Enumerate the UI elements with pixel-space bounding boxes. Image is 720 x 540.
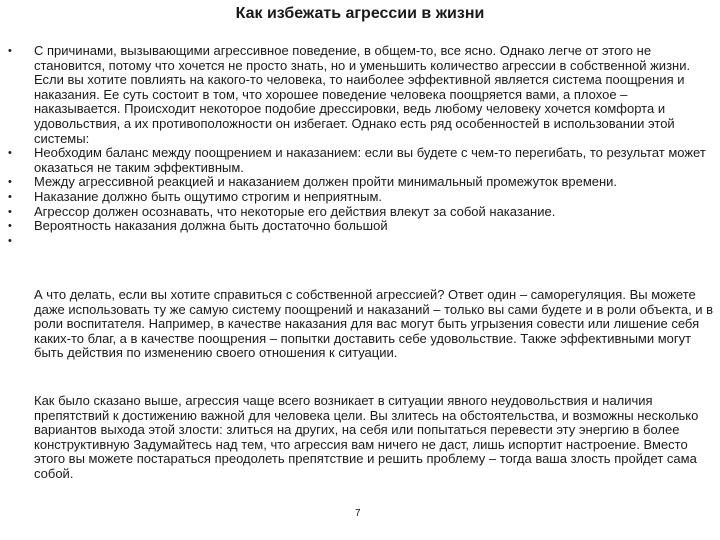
bullet-item: • С причинами, вызывающими агрессивное поведение, в общем-то, все ясно. Однако легче от этого не становится, потому что хочется не просто знать, но и уменьшить количество агрессии в собственной жизни. Если вы хотите повлиять на какого-то человека, то наиболее эффективной является система поощрения и наказания. Ее суть состоит в том, что хорошее поведение человека поощряется вами, а плохое – наказывается. Происходит некоторое подобие дрессировки, ведь любому человеку хочется комфорта и удовольствия, а их противоположности он избегает. Однако есть ряд особенностей в использовании этой системы: [8,44,714,146]
paragraph-self-regulation: А что делать, если вы хотите справиться с собственной агрессией? Ответ один – саморегуляция. Вы можете даже использовать ту же самую систему поощрений и наказаний – только вы сами будете и в роли объекта, и в роли воспитателя. Например, в качестве наказания для вас могут быть угрызения совести или лишение себя каких-то благ, а в качестве поощрения – попытки доставить себе удовольствие. Также эффективными могут быть действия по изменению своего отношения к ситуации. [34,287,714,361]
bullet-item: • Между агрессивной реакцией и наказанием должен пройти минимальный промежуток времени. [8,175,714,190]
bullet-item-empty [8,234,714,249]
bullet-item: • Агрессор должен осознавать, что некоторые его действия влекут за собой наказание. [8,205,714,220]
bullet-item: • Наказание должно быть ощутимо строгим и неприятным. [8,190,714,205]
paragraph-obstacles: Как было сказано выше, агрессия чаще всего возникает в ситуации явного неудовольствия и наличия препятствий к достижению важной для человека цели. Вы злитесь на обстоятельства, и возможны несколько вариантов выхода этой злости: злиться на других, на себя или попытаться перевести эту энергию в более конструктивную Задумайтесь над тем, что агрессия вам ничего не даст, лишь испортит настроение. Вместо этого вы можете постараться преодолеть препятствие и решить проблему – тогда ваша злость пройдет сама собой. [34,393,699,481]
page-title: Как избежать агрессии в жизни [235,5,485,22]
page-number: 7 [355,508,361,519]
bullet-item: • Вероятность наказания должна быть достаточно большой [8,219,714,234]
bullet-item: • Необходим баланс между поощрением и наказанием: если вы будете с чем-то перегибать, то результат может оказаться не таким эффективным. [8,146,714,175]
bullet-list [8,44,714,248]
